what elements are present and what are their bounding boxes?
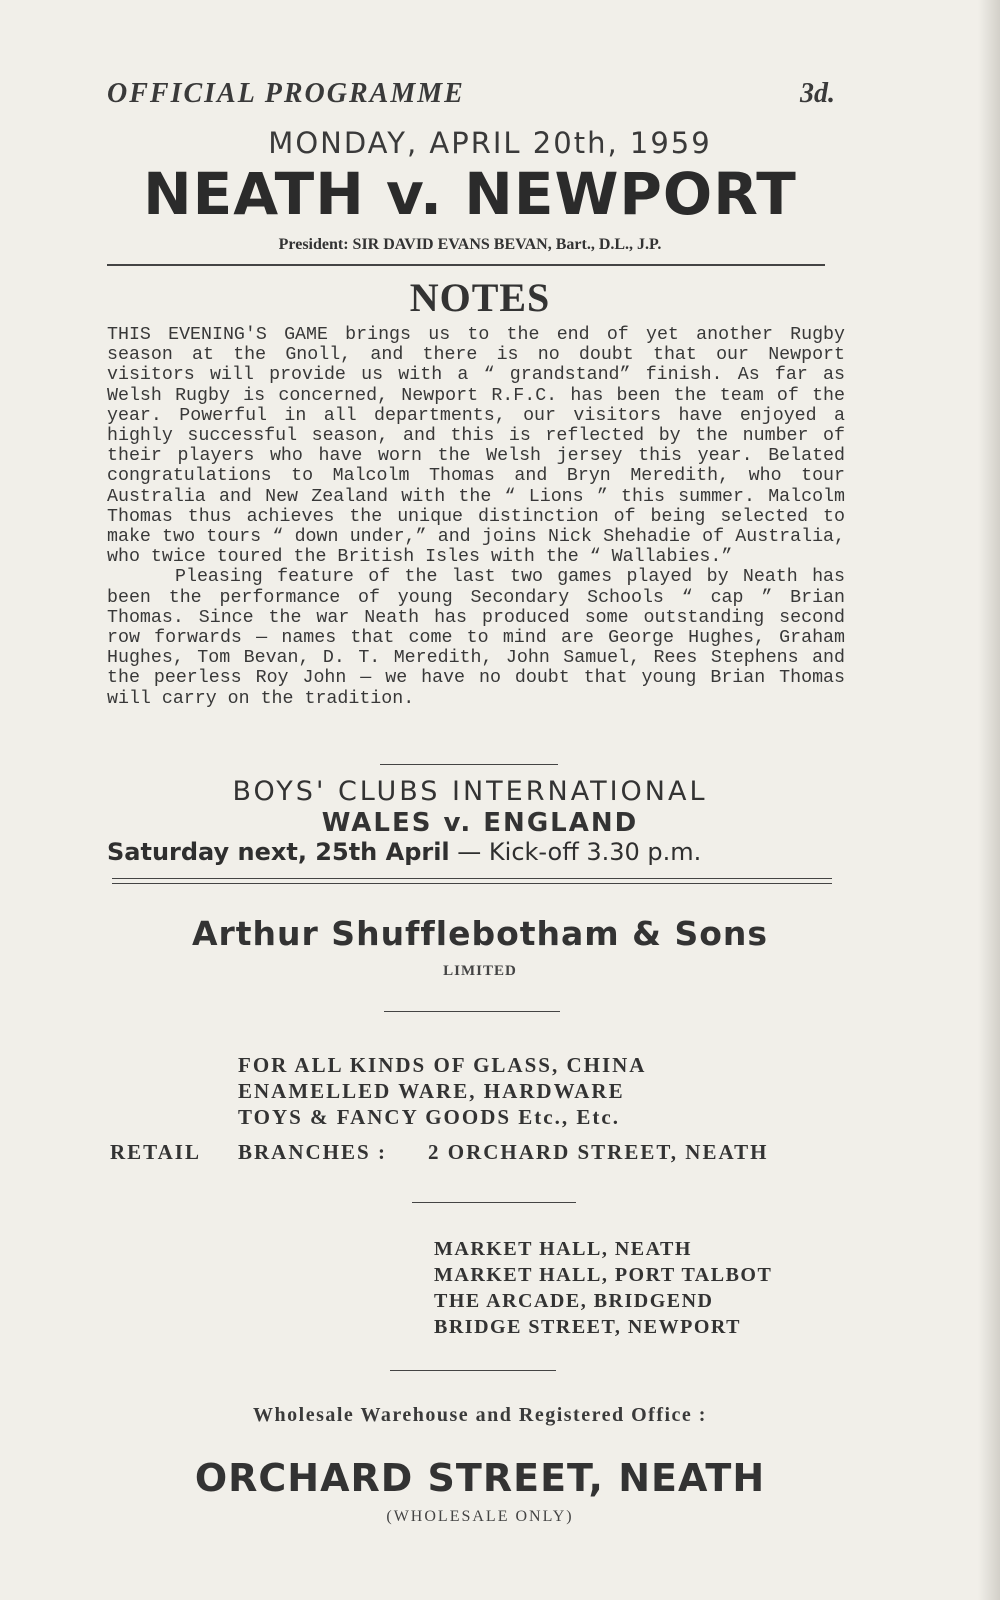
short-divider [390,1370,556,1371]
branches-label: BRANCHES : [238,1140,387,1164]
office-address: ORCHARD STREET, NEATH [194,1456,766,1500]
short-divider [380,764,558,765]
fixture-kickoff: — Kick-off 3.30 p.m. [449,838,702,866]
branch-address: BRIDGE STREET, NEWPORT [434,1316,741,1338]
notes-paragraph: THIS EVENING'S GAME brings us to the end of yet another Rugby season at the Gnoll, and there is no doubt that our Newport visitors will provide us with a “ grandstand” finish. As far as Welsh Rugby is concerned, Newport R.F.C. has been the team of the year. Powerful in all departments, our visitors have enjoyed a highly successful season, and this is reflected by the number of their players who have worn the Welsh jersey this year. Belated congratulations to Malcolm Thomas and Bryn Meredith, who tour Australia and New Zealand with the “ Lions ” this summer. Malcolm Thomas thus achieves the unique distinction of being selected to make two tours “ down under,” and joins Nick Shehadie of Australia, who twice toured the British Isles with the “ Wallabies.” [107,325,845,568]
match-title: NEATH v. NEWPORT [143,160,797,228]
goods-line: TOYS & FANCY GOODS Etc., Etc. [238,1105,620,1129]
notes-heading: NOTES [409,275,551,320]
goods-line: FOR ALL KINDS OF GLASS, CHINA [238,1053,647,1077]
goods-list [238,1052,646,1130]
header-divider [107,264,825,266]
company-limited: LIMITED [443,963,517,979]
notes-paragraph: Pleasing feature of the last two games played by Neath has been the performance of young Secondary Schools “ cap ” Brian Thomas. Since the war Neath has produced some outstanding second row forwards — names that come to mind are George Hughes, Graham Hughes, Tom Bevan, D. T. Meredith, John Samuel, Rees Stephens and the peerless Roy John — we have no doubt that young Brian Thomas will carry on the tradition. [107,567,845,709]
divider-line [112,883,832,884]
notes-body [107,325,845,709]
short-divider [412,1202,576,1203]
branch-address: MARKET HALL, NEATH [434,1238,692,1260]
branch-address: THE ARCADE, BRIDGEND [434,1290,714,1312]
divider-line [112,878,832,879]
short-divider [384,1011,560,1012]
office-note: (WHOLESALE ONLY) [386,1508,574,1525]
retail-line [110,1140,768,1165]
programme-label: OFFICIAL PROGRAMME [107,78,465,109]
branch-list [434,1236,772,1340]
retail-label: RETAIL [110,1140,201,1164]
branch-address: MARKET HALL, PORT TALBOT [434,1264,773,1286]
match-date: MONDAY, APRIL 20th, 1959 [268,126,712,160]
fixture-teams: WALES v. ENGLAND [321,808,639,838]
page-edge-shadow [978,0,1000,1600]
wholesale-label: Wholesale Warehouse and Registered Office : [253,1404,707,1426]
fixture-date [107,838,847,866]
fixture-heading: BOYS' CLUBS INTERNATIONAL [232,776,708,807]
branch-address: 2 ORCHARD STREET, NEATH [428,1140,769,1164]
company-name: Arthur Shufflebotham & Sons [191,914,769,953]
president-line: President: SIR DAVID EVANS BEVAN, Bart., D.L., J.P. [278,236,662,253]
fixture-day: Saturday next, 25th April [107,838,450,866]
price: 3d. [800,78,835,109]
goods-line: ENAMELLED WARE, HARDWARE [238,1079,625,1103]
